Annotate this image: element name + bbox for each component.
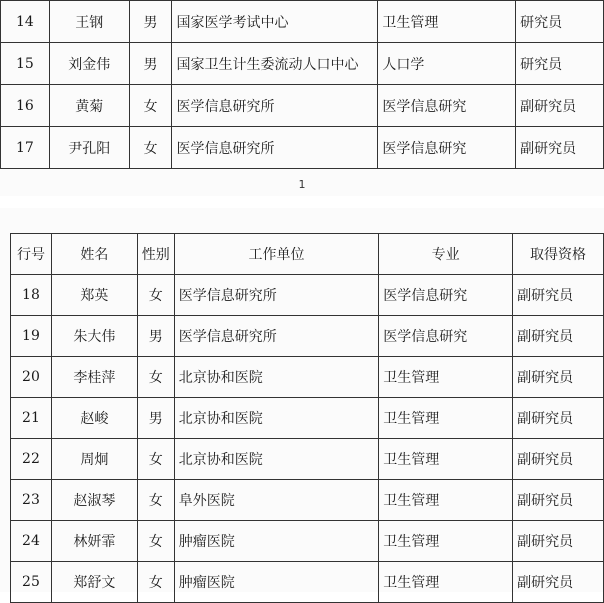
cell-name: 林妍霏 bbox=[51, 521, 137, 562]
header-gender: 性别 bbox=[137, 234, 174, 275]
cell-qualification: 副研究员 bbox=[513, 480, 604, 521]
cell-major: 医学信息研究 bbox=[379, 316, 513, 357]
cell-name: 尹孔阳 bbox=[49, 127, 129, 169]
page-number: 1 bbox=[298, 178, 306, 191]
table-row bbox=[1, 127, 604, 169]
cell-major: 卫生管理 bbox=[379, 562, 513, 603]
cell-name: 黄菊 bbox=[49, 85, 129, 127]
cell-major: 人口学 bbox=[378, 43, 516, 85]
cell-unit: 肿瘤医院 bbox=[174, 562, 379, 603]
header-major: 专业 bbox=[379, 234, 513, 275]
cell-no: 16 bbox=[1, 85, 50, 127]
table-row bbox=[11, 398, 604, 439]
cell-gender: 女 bbox=[137, 480, 174, 521]
cell-no: 17 bbox=[1, 127, 50, 169]
cell-gender: 女 bbox=[129, 85, 172, 127]
cell-no: 20 bbox=[11, 357, 52, 398]
cell-gender: 女 bbox=[137, 275, 174, 316]
cell-unit: 肿瘤医院 bbox=[174, 521, 379, 562]
table-row bbox=[1, 85, 604, 127]
cell-no: 18 bbox=[11, 275, 52, 316]
cell-unit: 国家医学考试中心 bbox=[172, 1, 378, 43]
table-row bbox=[1, 43, 604, 85]
table-row bbox=[1, 1, 604, 43]
cell-no: 21 bbox=[11, 398, 52, 439]
cell-unit: 医学信息研究所 bbox=[172, 85, 378, 127]
cell-qualification: 副研究员 bbox=[513, 357, 604, 398]
table-header-row bbox=[11, 234, 604, 275]
cell-no: 23 bbox=[11, 480, 52, 521]
cell-unit: 医学信息研究所 bbox=[172, 127, 378, 169]
cell-unit: 北京协和医院 bbox=[174, 439, 379, 480]
cell-gender: 男 bbox=[137, 316, 174, 357]
personnel-table-page2 bbox=[10, 233, 604, 603]
cell-gender: 男 bbox=[129, 43, 172, 85]
cell-no: 14 bbox=[1, 1, 50, 43]
cell-no: 25 bbox=[11, 562, 52, 603]
cell-unit: 医学信息研究所 bbox=[174, 275, 379, 316]
cell-major: 医学信息研究 bbox=[378, 127, 516, 169]
header-qualification: 取得资格 bbox=[513, 234, 604, 275]
cell-qualification: 副研究员 bbox=[516, 127, 604, 169]
header-no: 行号 bbox=[11, 234, 52, 275]
cell-unit: 医学信息研究所 bbox=[174, 316, 379, 357]
page-gap bbox=[0, 196, 604, 208]
cell-qualification: 研究员 bbox=[516, 43, 604, 85]
cell-no: 22 bbox=[11, 439, 52, 480]
header-unit: 工作单位 bbox=[174, 234, 379, 275]
cell-major: 医学信息研究 bbox=[379, 275, 513, 316]
cell-qualification: 副研究员 bbox=[513, 439, 604, 480]
personnel-table-page1 bbox=[0, 0, 604, 169]
cell-no: 24 bbox=[11, 521, 52, 562]
table-row bbox=[11, 275, 604, 316]
cell-unit: 北京协和医院 bbox=[174, 398, 379, 439]
cell-major: 卫生管理 bbox=[379, 521, 513, 562]
cell-qualification: 副研究员 bbox=[513, 316, 604, 357]
cell-name: 周炯 bbox=[51, 439, 137, 480]
cell-major: 医学信息研究 bbox=[378, 85, 516, 127]
cell-qualification: 副研究员 bbox=[513, 398, 604, 439]
cell-name: 刘金伟 bbox=[49, 43, 129, 85]
document-page-bottom bbox=[0, 208, 604, 592]
header-name: 姓名 bbox=[51, 234, 137, 275]
table-row bbox=[11, 562, 604, 603]
table-row bbox=[11, 480, 604, 521]
cell-name: 朱大伟 bbox=[51, 316, 137, 357]
cell-name: 郑舒文 bbox=[51, 562, 137, 603]
cell-qualification: 副研究员 bbox=[516, 85, 604, 127]
cell-major: 卫生管理 bbox=[379, 398, 513, 439]
cell-name: 李桂萍 bbox=[51, 357, 137, 398]
cell-unit: 国家卫生计生委流动人口中心 bbox=[172, 43, 378, 85]
cell-gender: 男 bbox=[137, 398, 174, 439]
cell-name: 赵峻 bbox=[51, 398, 137, 439]
cell-gender: 女 bbox=[129, 127, 172, 169]
table-row bbox=[11, 357, 604, 398]
cell-qualification: 副研究员 bbox=[513, 275, 604, 316]
cell-major: 卫生管理 bbox=[379, 357, 513, 398]
cell-name: 赵淑琴 bbox=[51, 480, 137, 521]
cell-gender: 女 bbox=[137, 521, 174, 562]
cell-gender: 男 bbox=[129, 1, 172, 43]
cell-qualification: 副研究员 bbox=[513, 521, 604, 562]
cell-gender: 女 bbox=[137, 357, 174, 398]
table-row bbox=[11, 316, 604, 357]
cell-unit: 北京协和医院 bbox=[174, 357, 379, 398]
table-row bbox=[11, 521, 604, 562]
cell-no: 15 bbox=[1, 43, 50, 85]
cell-qualification: 副研究员 bbox=[513, 562, 604, 603]
cell-gender: 女 bbox=[137, 439, 174, 480]
cell-major: 卫生管理 bbox=[379, 480, 513, 521]
cell-qualification: 研究员 bbox=[516, 1, 604, 43]
cell-name: 郑英 bbox=[51, 275, 137, 316]
cell-unit: 阜外医院 bbox=[174, 480, 379, 521]
document-page-top bbox=[0, 0, 604, 196]
cell-major: 卫生管理 bbox=[378, 1, 516, 43]
cell-gender: 女 bbox=[137, 562, 174, 603]
cell-major: 卫生管理 bbox=[379, 439, 513, 480]
table-row bbox=[11, 439, 604, 480]
cell-name: 王钢 bbox=[49, 1, 129, 43]
cell-no: 19 bbox=[11, 316, 52, 357]
